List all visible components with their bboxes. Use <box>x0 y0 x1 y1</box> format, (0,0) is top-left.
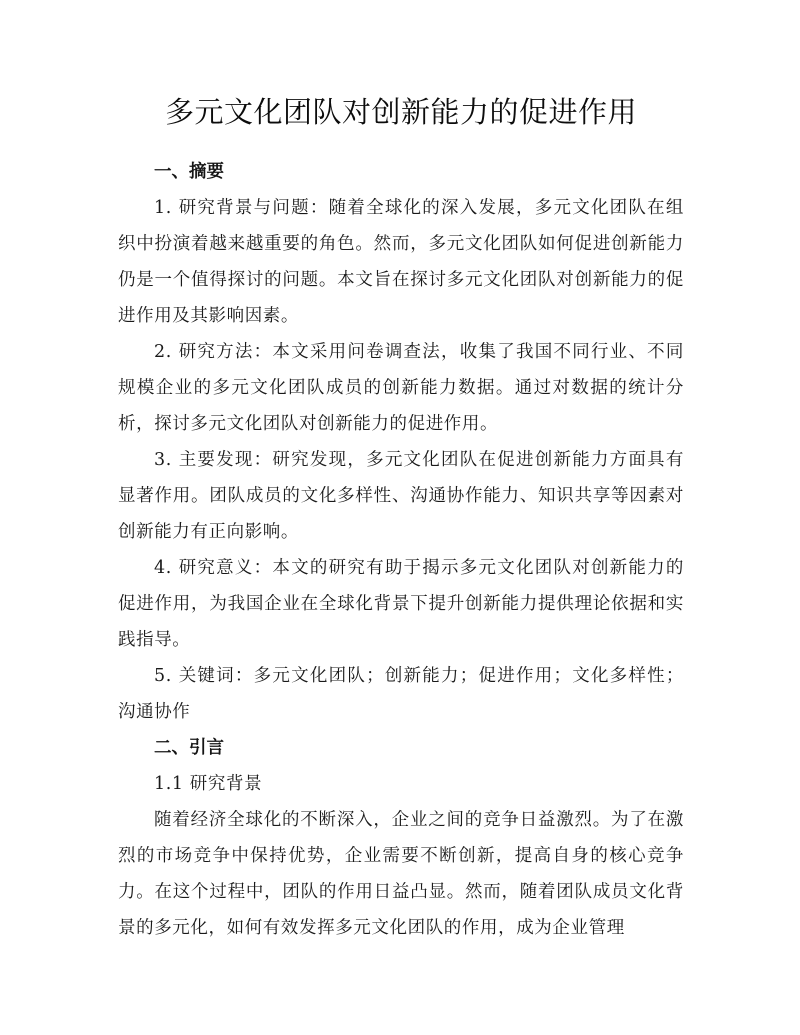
document-page <box>118 92 684 946</box>
abstract-item-5-keywords: 5. 关键词：多元文化团队；创新能力；促进作用；文化多样性；沟通协作 <box>118 666 684 722</box>
abstract-item-2: 2. 研究方法：本文采用问卷调查法，收集了我国不同行业、不同规模企业的多元文化团队成员的创新能力数据。通过对数据的统计分析，探讨多元文化团队对创新能力的促进作用。 <box>118 342 684 434</box>
intro-heading: 二、引言 <box>154 738 224 758</box>
abstract-heading: 一、摘要 <box>154 162 224 182</box>
abstract-item-3: 3. 主要发现：研究发现，多元文化团队在促进创新能力方面具有显著作用。团队成员的文化多样性、沟通协作能力、知识共享等因素对创新能力有正向影响。 <box>118 450 684 542</box>
abstract-item-4: 4. 研究意义：本文的研究有助于揭示多元文化团队对创新能力的促进作用，为我国企业在全球化背景下提升创新能力提供理论依据和实践指导。 <box>118 558 684 650</box>
abstract-item-1: 1. 研究背景与问题：随着全球化的深入发展，多元文化团队在组织中扮演着越来越重要的角色。然而，多元文化团队如何促进创新能力仍是一个值得探讨的问题。本文旨在探讨多元文化团队对创新能力的促进作用及其影响因素。 <box>118 198 684 326</box>
document-title: 多元文化团队对创新能力的促进作用 <box>164 95 637 129</box>
intro-subheading: 1.1 研究背景 <box>154 774 263 794</box>
intro-paragraph: 随着经济全球化的不断深入，企业之间的竞争日益激烈。为了在激烈的市场竞争中保持优势，企业需要不断创新，提高自身的核心竞争力。在这个过程中，团队的作用日益凸显。然而，随着团队成员文化背景的多元化，如何有效发挥多元文化团队的作用，成为企业管理 <box>118 810 684 938</box>
